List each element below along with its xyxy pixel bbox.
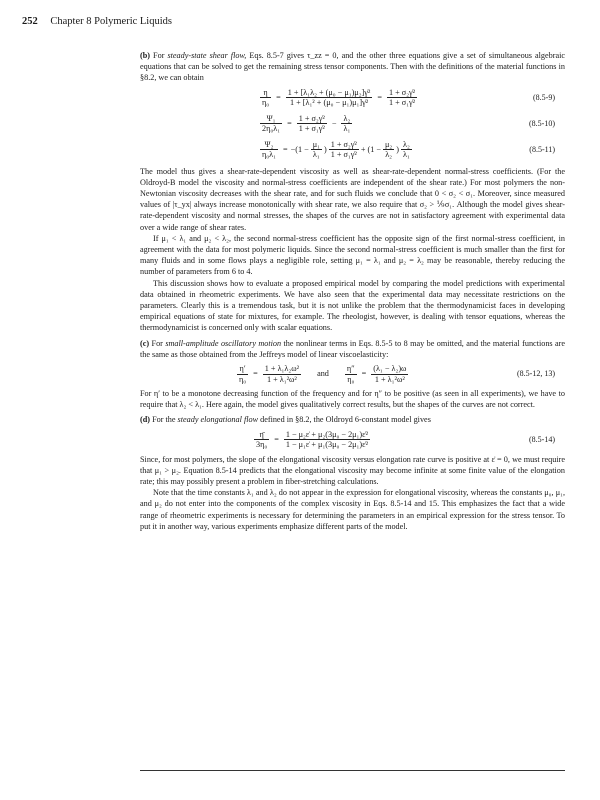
paragraph-c-intro: (c) For small-amplitude oscillatory motion the nonlinear terms in Eqs. 8.5-5 to 8 may be omitted, and the material functions are the same as those obtained from the Jeffreys model of linear viscoelasticity: [140, 338, 566, 359]
page-number: 252 [22, 16, 38, 27]
paragraph-shear-results: The model thus gives a shear-rate-dependent viscosity as well as shear-rate-dependent normal-stress coefficients. (For the Oldroyd-B model the viscosity and normal-stress coefficients are independent of the shear rate.) For most polymers the non-Newtonian viscosity decreases with the shear rate, and for such fluids we conclude that 0 < σ₂ < σ₁. Moreover, since measured values of |τ_yx| always increase monotonically with shear rate, we also require that σ₂ > ⅑σ₁. Although the model gives shear-rate-dependent viscosity and normal stresses, the shapes of the curves are not in satisfactory agreement with experimental data over a wide range of shear rates. [140, 166, 565, 232]
page-body [140, 50, 565, 532]
running-header [22, 16, 172, 27]
equation-8-5-12-13: $\frac{\eta'}{\text{η₀}}$ = $\frac{\text{1 + λ₁λ₂ω²}}{\text{1 + λ₁²ω²}}$ and $\frac{\eta''}{\text{η₀}}$ = $\frac{\text{(λ₁ − λ₂)ω}}{\text{1 + λ₁²ω²}}$ (8.5-12, 13) [140, 362, 565, 386]
paragraph-elongational-results: Since, for most polymers, the slope of the elongational viscosity versus elongation rate curve is positive at ε̇ = 0, we must require that μ₁ > μ₂. Equation 8.5-14 predicts that the elongational viscosity may become infinite at some finite value of the elongation rate; this may possibly present a problem in fiber-stretching calculations. [140, 454, 565, 487]
paragraph-oscillatory-results: For η′ to be a monotone decreasing function of the frequency and for η″ to be positive (as seen in all experiments), we have to require that λ₂ < λ₁. Here again, the model gives qualitatively correct results, but the shapes of the curves are not correct. [140, 389, 565, 410]
paragraph-b-intro: (b) For steady-state shear flow, Eqs. 8.5-7 gives τ_zz = 0, and the other three equations give a set of simultaneous algebraic equations that can be solved to get the remaining stress tensor components. Then with the definitions of the material functions in §8.2, we can obtain [140, 51, 566, 83]
item-label-d: (d) [140, 415, 151, 425]
equation-8-5-14: $\frac{\etā}{\text{3η₀}}$ = $\frac{\text{1 − μ₂ε̇ + μ₂(3μ₀ − 2μ₁)ε̇²}}{\text{1 − μ₁ε̇ + μ₁(3μ₀ − 2μ₁)ε̇²}}$ (8.5-14) [140, 428, 565, 452]
equation-number: (8.5-14) [529, 435, 555, 445]
flow-type-term: small-amplitude oscillatory motion [165, 338, 282, 348]
flow-type-term: steady-state shear flow, [167, 51, 247, 60]
paragraph-final: Note that the time constants λ₁ and λ₂ do not appear in the expression for elongational viscosity, whereas the constants μ₀, μ₁, and μ₂ do not enter into the components of the complex viscosity in Eqs. 8.5-14 and 15. This emphasizes the fact that a wide range of rheometric experiments is necessary for determining the parameters in an empirical expression for the stress tensor. To put it in another way, various experiments emphasize different parts of the model. [140, 488, 565, 531]
equation-8-5-11: $\frac{\text{Ψ₂}}{\text{η₀λ₁}}$ = −(1 − $\frac{\text{μ₁}}{\text{λ₁}}$ ) $\frac{\text{1 + σ₂γ̇²}}{\text{1 + σ₁γ̇²}}$ + (1 − $\frac{\text{μ₂}}{\text{λ₂}}$ ) $\frac{\text{λ₂}}{\text{λ₁}}$ (8.5-11) [140, 138, 565, 162]
equation-number: (8.5-12, 13) [517, 369, 555, 379]
item-label-c: (c) [140, 338, 150, 348]
paragraph-d-intro: (d) For the steady elongational flow defined in §8.2, the Oldroyd 6-constant model gives [140, 415, 431, 425]
paragraph-mu-condition: If μ₁ < λ₁ and μ₂ < λ₂, the second normal-stress coefficient has the opposite sign of the first normal-stress coefficient, in agreement with the data for most polymeric liquids. Since the second normal-stress coefficient is much smaller than the first for many fluids and in some flows plays a negligible role, setting μ₁ = λ₁ and μ₂ = λ₂ may be reasonable, thereby reducing the number of parameters from 6 to 4. [140, 233, 565, 277]
bottom-rule [140, 770, 565, 771]
flow-type-term: steady elongational flow [177, 415, 259, 425]
equation-number: (8.5-9) [533, 93, 555, 102]
equation-8-5-9: $\frac{\eta}{\text{η₀}}$ = $\frac{\text{1 + [λ₁λ₂ + (μ₀ − μ₁)μ₂]γ̇²}}{\text{1 + [λ₁² + (μ₀ − μ₁)μ₁]γ̇²}}$ = $\frac{\text{1 + σ₂γ̇²}}{\text{1 + σ₁γ̇²}}$ (8.5-9) [140, 86, 565, 110]
equation-8-5-10: $\frac{\text{Ψ₁}}{\text{2η₀λ₁}}$ = $\frac{\text{1 + σ₂γ̇²}}{\text{1 + σ₁γ̇²}}$ − $\frac{\text{λ₂}}{\text{λ₁}}$ (8.5-10) [140, 112, 565, 136]
chapter-title: Chapter 8 Polymeric Liquids [50, 16, 172, 27]
equation-number: (8.5-11) [529, 145, 555, 154]
equation-number: (8.5-10) [529, 119, 555, 128]
paragraph-discussion: This discussion shows how to evaluate a proposed empirical model by comparing the model predictions with experimental data obtained in rheometric experiments. We have also seen that the experimental data may necessitate restrictions on the parameters. Clearly this is a tremendous task, but it is not unlike the problem that the thermodynamicist faces in developing empirical equations of state for mixtures, for example. The rheologist, however, is dealing with tensor equations, whereas the thermodynamicist is concerned only with scalar equations. [140, 278, 565, 333]
item-label-b: (b) [140, 51, 151, 60]
